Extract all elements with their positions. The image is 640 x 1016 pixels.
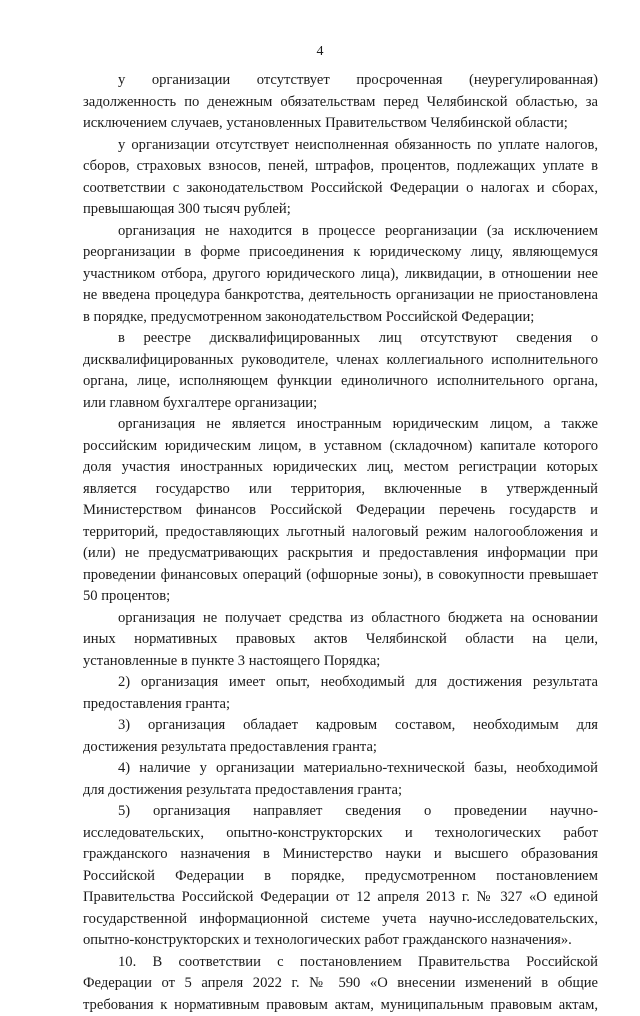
text-line: у организации отсутствует неисполненная обязанность по уплате налогов,	[83, 135, 598, 157]
text-line: гражданского назначения в Министерство науки и высшего образования	[83, 844, 598, 866]
text-line: (или) не предусматривающих раскрытия и предоставления информации при	[83, 543, 598, 565]
text-line: требования к нормативным правовым актам, муниципальным правовым актам,	[83, 995, 598, 1016]
text-line: достижения результата предоставления гранта;	[83, 737, 598, 759]
text-line: является государство или территория, включенные в утвержденный	[83, 479, 598, 501]
text-line: у организации отсутствует просроченная (неурегулированная)	[83, 70, 598, 92]
text-line: соответствии с законодательством Российской Федерации о налогах и сборах,	[83, 178, 598, 200]
text-line: организация не является иностранным юридическим лицом, а также	[83, 414, 598, 436]
text-line: 3) организация обладает кадровым составом, необходимым для	[83, 715, 598, 737]
text-line: Министерством финансов Российской Федерации перечень государств и	[83, 500, 598, 522]
text-line: опытно-конструкторских и технологических работ гражданского назначения».	[83, 930, 598, 952]
text-line: установленные в пункте 3 настоящего Порядка;	[83, 651, 598, 673]
text-line: Федерации от 5 апреля 2022 г. № 590 «О внесении изменений в общие	[83, 973, 598, 995]
text-line: предоставления гранта;	[83, 694, 598, 716]
text-line: государственной информационной системе учета научно-исследовательских,	[83, 909, 598, 931]
text-line: российским юридическим лицом, в уставном (складочном) капитале которого	[83, 436, 598, 458]
text-line: участником отбора, другого юридического лица), ликвидации, в отношении нее	[83, 264, 598, 286]
text-line: 5) организация направляет сведения о проведении научно-	[83, 801, 598, 823]
text-line: Правительства Российской Федерации от 12 апреля 2013 г. № 327 «О единой	[83, 887, 598, 909]
text-line: территорий, предоставляющих льготный налоговый режим налогообложения и	[83, 522, 598, 544]
text-line: или главном бухгалтере организации;	[83, 393, 598, 415]
text-line: превышающая 300 тысяч рублей;	[83, 199, 598, 221]
text-line: исследовательских, опытно-конструкторских и технологических работ	[83, 823, 598, 845]
text-line: 10. В соответствии с постановлением Правительства Российской	[83, 952, 598, 974]
text-line: проведении финансовых операций (офшорные зоны), в совокупности превышает	[83, 565, 598, 587]
text-line: 50 процентов;	[83, 586, 598, 608]
text-line: не введена процедура банкротства, деятельность организации не приостановлена	[83, 285, 598, 307]
document-body	[83, 70, 598, 1016]
text-line: организация не находится в процессе реорганизации (за исключением	[83, 221, 598, 243]
text-line: исключением случаев, установленных Правительством Челябинской области;	[83, 113, 598, 135]
text-line: Российской Федерации в порядке, предусмотренном постановлением	[83, 866, 598, 888]
text-line: для достижения результата предоставления гранта;	[83, 780, 598, 802]
text-line: органа, лице, исполняющем функции единоличного исполнительного органа,	[83, 371, 598, 393]
text-line: в реестре дисквалифицированных лиц отсутствуют сведения о	[83, 328, 598, 350]
text-line: 4) наличие у организации материально-технической базы, необходимой	[83, 758, 598, 780]
text-line: организация не получает средства из областного бюджета на основании	[83, 608, 598, 630]
text-line: дисквалифицированных руководителе, членах коллегиального исполнительного	[83, 350, 598, 372]
text-line: иных нормативных правовых актов Челябинской области на цели,	[83, 629, 598, 651]
text-line: реорганизации в форме присоединения к юридическому лицу, являющемуся	[83, 242, 598, 264]
text-line: задолженность по денежным обязательствам перед Челябинской областью, за	[83, 92, 598, 114]
text-line: 2) организация имеет опыт, необходимый для достижения результата	[83, 672, 598, 694]
text-line: доля участия иностранных юридических лиц, местом регистрации которых	[83, 457, 598, 479]
text-line: в порядке, предусмотренном законодательством Российской Федерации;	[83, 307, 598, 329]
page-number: 4	[0, 44, 640, 60]
text-line: сборов, страховых взносов, пеней, штрафов, процентов, подлежащих уплате в	[83, 156, 598, 178]
